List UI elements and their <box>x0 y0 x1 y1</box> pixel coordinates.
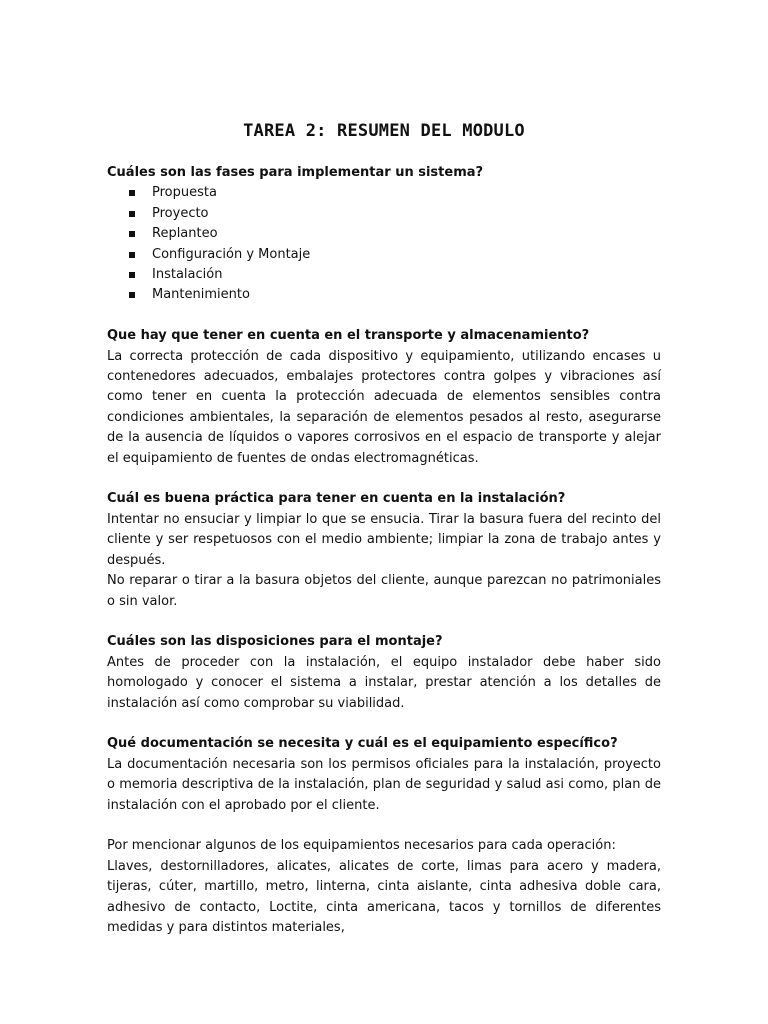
list-item-text: Mantenimiento <box>152 287 250 303</box>
list-item-text: Instalación <box>152 267 223 283</box>
paragraph-spacer <box>107 816 661 836</box>
paragraph-spacer <box>107 306 661 326</box>
answer-good-practice-1: Intentar no ensuciar y limpiar lo que se ensucia. Tirar la basura fuera del recinto del cliente y ser respetuosos con el medio ambiente; limpiar la zona de trabajo antes y después. <box>107 511 661 568</box>
square-bullet-icon <box>129 272 135 278</box>
question-phases: Cuáles son las fases para implementar un sistema? <box>107 165 484 180</box>
document-title: TAREA 2: RESUMEN DEL MODULO <box>243 121 525 141</box>
list-item-text: Propuesta <box>152 185 217 201</box>
equipment-list-text: Llaves, destornilladores, alicates, alicates de corte, limas para acero y madera, tijeras, cúter, martillo, metro, linterna, cinta aislante, cinta adhesiva doble cara, adhesivo de contacto, Loctite, cinta americana, tacos y tornillos de diferentes medidas y para distintos materiales, <box>107 858 661 935</box>
square-bullet-icon <box>129 211 135 217</box>
answer-good-practice-2: No reparar o tirar a la basura objetos del cliente, aunque parezcan no patrimoniales o sin valor. <box>107 573 661 609</box>
paragraph-spacer <box>107 612 661 632</box>
list-item <box>129 285 661 305</box>
document-body <box>107 163 661 938</box>
answer-documentation: La documentación necesaria son los permisos oficiales para la instalación, proyecto o memoria descriptiva de la instalación, plan de seguridad y salud asi como, plan de instalación con el aprobado por el cliente. <box>107 756 661 813</box>
list-item <box>129 204 661 224</box>
square-bullet-icon <box>129 231 135 237</box>
list-item <box>129 245 661 265</box>
list-item <box>129 183 661 203</box>
list-item-text: Replanteo <box>152 226 218 242</box>
phases-list <box>107 183 661 305</box>
answer-transport: La correcta protección de cada dispositivo y equipamiento, utilizando encases u contenedores adecuados, embalajes protectores contra golpes y vibraciones así como tener en cuenta la protección adecuada de elementos sensibles contra condiciones ambientales, la separación de elementos pesados al resto, asegurarse de la ausencia de líquidos o vapores corrosivos en el espacio de transporte y alejar el equipamiento de fuentes de ondas electromagnéticas. <box>107 348 661 466</box>
question-documentation: Qué documentación se necesita y cuál es el equipamiento específico? <box>107 736 618 752</box>
square-bullet-icon <box>129 292 135 298</box>
question-good-practice: Cuál es buena práctica para tener en cuenta en la instalación? <box>107 491 566 507</box>
list-item <box>129 224 661 244</box>
list-item-text: Configuración y Montaje <box>152 246 311 262</box>
question-transport: Que hay que tener en cuenta en el transporte y almacenamiento? <box>107 328 590 344</box>
equipment-intro: Por mencionar algunos de los equipamientos necesarios para cada operación: <box>107 838 616 854</box>
paragraph-spacer <box>107 714 661 734</box>
square-bullet-icon <box>129 190 135 196</box>
answer-assembly: Antes de proceder con la instalación, el equipo instalador debe haber sido homologado y conocer el sistema a instalar, prestar atención a los detalles de instalación así como comprobar su viabilidad. <box>107 654 661 711</box>
list-item <box>129 265 661 285</box>
list-item-text: Proyecto <box>152 205 209 221</box>
paragraph-spacer <box>107 469 661 489</box>
square-bullet-icon <box>129 252 135 258</box>
question-assembly: Cuáles son las disposiciones para el montaje? <box>107 634 443 650</box>
